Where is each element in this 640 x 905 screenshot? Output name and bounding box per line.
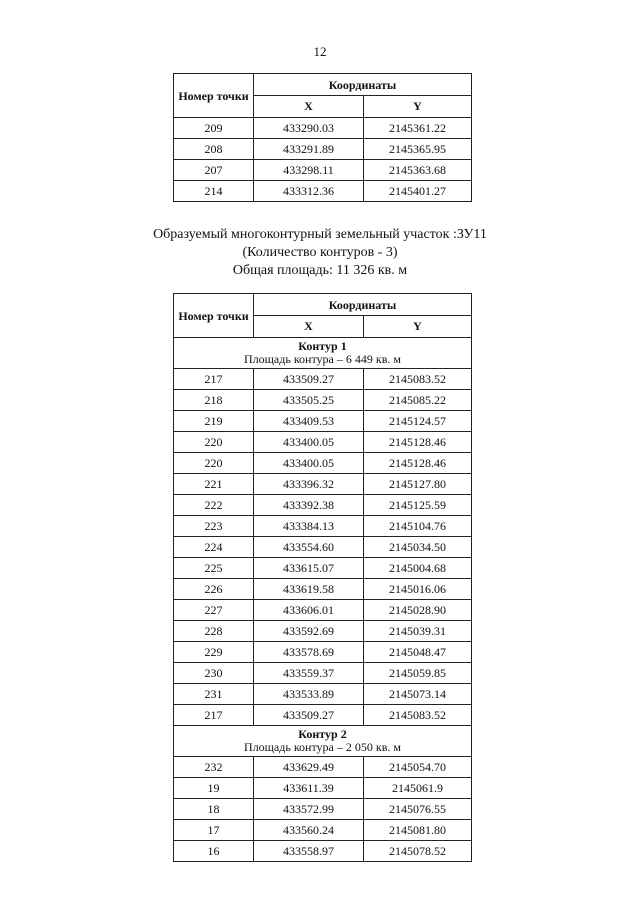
table1-body [174,118,472,202]
table-row [174,778,472,799]
cell-point: 19 [174,778,254,799]
cell-point: 220 [174,453,254,474]
table-row [174,757,472,778]
plot-caption [0,226,640,280]
cell-y: 2145127.80 [364,474,472,495]
cell-y: 2145365.95 [364,139,472,160]
cell-y: 2145125.59 [364,495,472,516]
coordinates-table-1 [173,73,472,202]
cell-point: 208 [174,139,254,160]
cell-y: 2145401.27 [364,181,472,202]
cell-point: 207 [174,160,254,181]
cell-y: 2145048.47 [364,642,472,663]
cell-y: 2145004.68 [364,558,472,579]
table-row [174,516,472,537]
cell-x: 433572.99 [254,799,364,820]
cell-x: 433592.69 [254,621,364,642]
cell-point: 230 [174,663,254,684]
cell-point: 217 [174,369,254,390]
cell-x: 433611.39 [254,778,364,799]
table-row [174,537,472,558]
cell-point: 226 [174,579,254,600]
cell-x: 433629.49 [254,757,364,778]
cell-x: 433409.53 [254,411,364,432]
cell-point: 214 [174,181,254,202]
cell-y: 2145083.52 [364,705,472,726]
cell-x: 433400.05 [254,453,364,474]
cell-x: 433533.89 [254,684,364,705]
cell-x: 433554.60 [254,537,364,558]
cell-x: 433558.97 [254,841,364,862]
table-row [174,432,472,453]
cell-y: 2145078.52 [364,841,472,862]
cell-y: 2145124.57 [364,411,472,432]
table-row [174,495,472,516]
cell-x: 433606.01 [254,600,364,621]
cell-point: 228 [174,621,254,642]
cell-y: 2145128.46 [364,432,472,453]
cell-y: 2145016.06 [364,579,472,600]
contour-1-rows [174,369,472,726]
table-row [174,820,472,841]
cell-x: 433578.69 [254,642,364,663]
cell-point: 218 [174,390,254,411]
cell-point: 231 [174,684,254,705]
contour-1-area: Площадь контура – 6 449 кв. м [244,352,401,366]
cell-x: 433509.27 [254,705,364,726]
cell-y: 2145128.46 [364,453,472,474]
cell-y: 2145104.76 [364,516,472,537]
cell-y: 2145085.22 [364,390,472,411]
cell-point: 232 [174,757,254,778]
header-coords: Координаты [254,294,472,316]
cell-y: 2145061.9 [364,778,472,799]
table-row [174,139,472,160]
cell-y: 2145361.22 [364,118,472,139]
header-x: X [254,316,364,338]
header-x: X [254,96,364,118]
contour-1-title: Контур 1 [298,339,347,353]
header-y: Y [364,316,472,338]
header-point: Номер точки [174,74,254,118]
table-row [174,642,472,663]
page-number: 12 [313,44,327,59]
cell-x: 433615.07 [254,558,364,579]
cell-x: 433291.89 [254,139,364,160]
table-row [174,579,472,600]
contour-1-header [174,338,472,369]
cell-x: 433396.32 [254,474,364,495]
cell-point: 18 [174,799,254,820]
cell-x: 433384.13 [254,516,364,537]
cell-point: 227 [174,600,254,621]
table-row [174,600,472,621]
cell-point: 225 [174,558,254,579]
table-row [174,181,472,202]
cell-point: 209 [174,118,254,139]
cell-y: 2145034.50 [364,537,472,558]
cell-y: 2145076.55 [364,799,472,820]
contour-2-rows [174,757,472,862]
cell-x: 433392.38 [254,495,364,516]
cell-point: 16 [174,841,254,862]
cell-x: 433619.58 [254,579,364,600]
caption-line-1: Образуемый многоконтурный земельный участок :ЗУ11 [153,227,487,242]
table-row [174,684,472,705]
header-y: Y [364,96,472,118]
contour-2-header [174,726,472,757]
cell-x: 433312.36 [254,181,364,202]
cell-point: 223 [174,516,254,537]
cell-point: 229 [174,642,254,663]
cell-y: 2145073.14 [364,684,472,705]
header-coords: Координаты [254,74,472,96]
cell-y: 2145039.31 [364,621,472,642]
cell-y: 2145083.52 [364,369,472,390]
table-row [174,411,472,432]
table-row [174,474,472,495]
caption-line-3: Общая площадь: 11 326 кв. м [232,263,408,278]
cell-point: 219 [174,411,254,432]
cell-x: 433559.37 [254,663,364,684]
cell-point: 217 [174,705,254,726]
cell-y: 2145054.70 [364,757,472,778]
cell-x: 433560.24 [254,820,364,841]
table-row [174,799,472,820]
cell-point: 221 [174,474,254,495]
table-row [174,453,472,474]
cell-point: 222 [174,495,254,516]
table-row [174,705,472,726]
coordinates-table-2 [173,293,472,862]
header-point: Номер точки [174,294,254,338]
table-row [174,390,472,411]
table-row [174,663,472,684]
table-row [174,118,472,139]
cell-point: 224 [174,537,254,558]
table-row [174,558,472,579]
cell-point: 220 [174,432,254,453]
cell-point: 17 [174,820,254,841]
table-row [174,841,472,862]
cell-x: 433298.11 [254,160,364,181]
cell-x: 433290.03 [254,118,364,139]
table-row [174,621,472,642]
caption-line-2: (Количество контуров - 3) [242,245,398,260]
contour-2-title: Контур 2 [298,727,347,741]
cell-x: 433509.27 [254,369,364,390]
cell-y: 2145028.90 [364,600,472,621]
table-row [174,160,472,181]
cell-y: 2145081.80 [364,820,472,841]
table-row [174,369,472,390]
cell-y: 2145059.85 [364,663,472,684]
contour-2-area: Площадь контура – 2 050 кв. м [244,740,401,754]
cell-y: 2145363.68 [364,160,472,181]
cell-x: 433505.25 [254,390,364,411]
cell-x: 433400.05 [254,432,364,453]
